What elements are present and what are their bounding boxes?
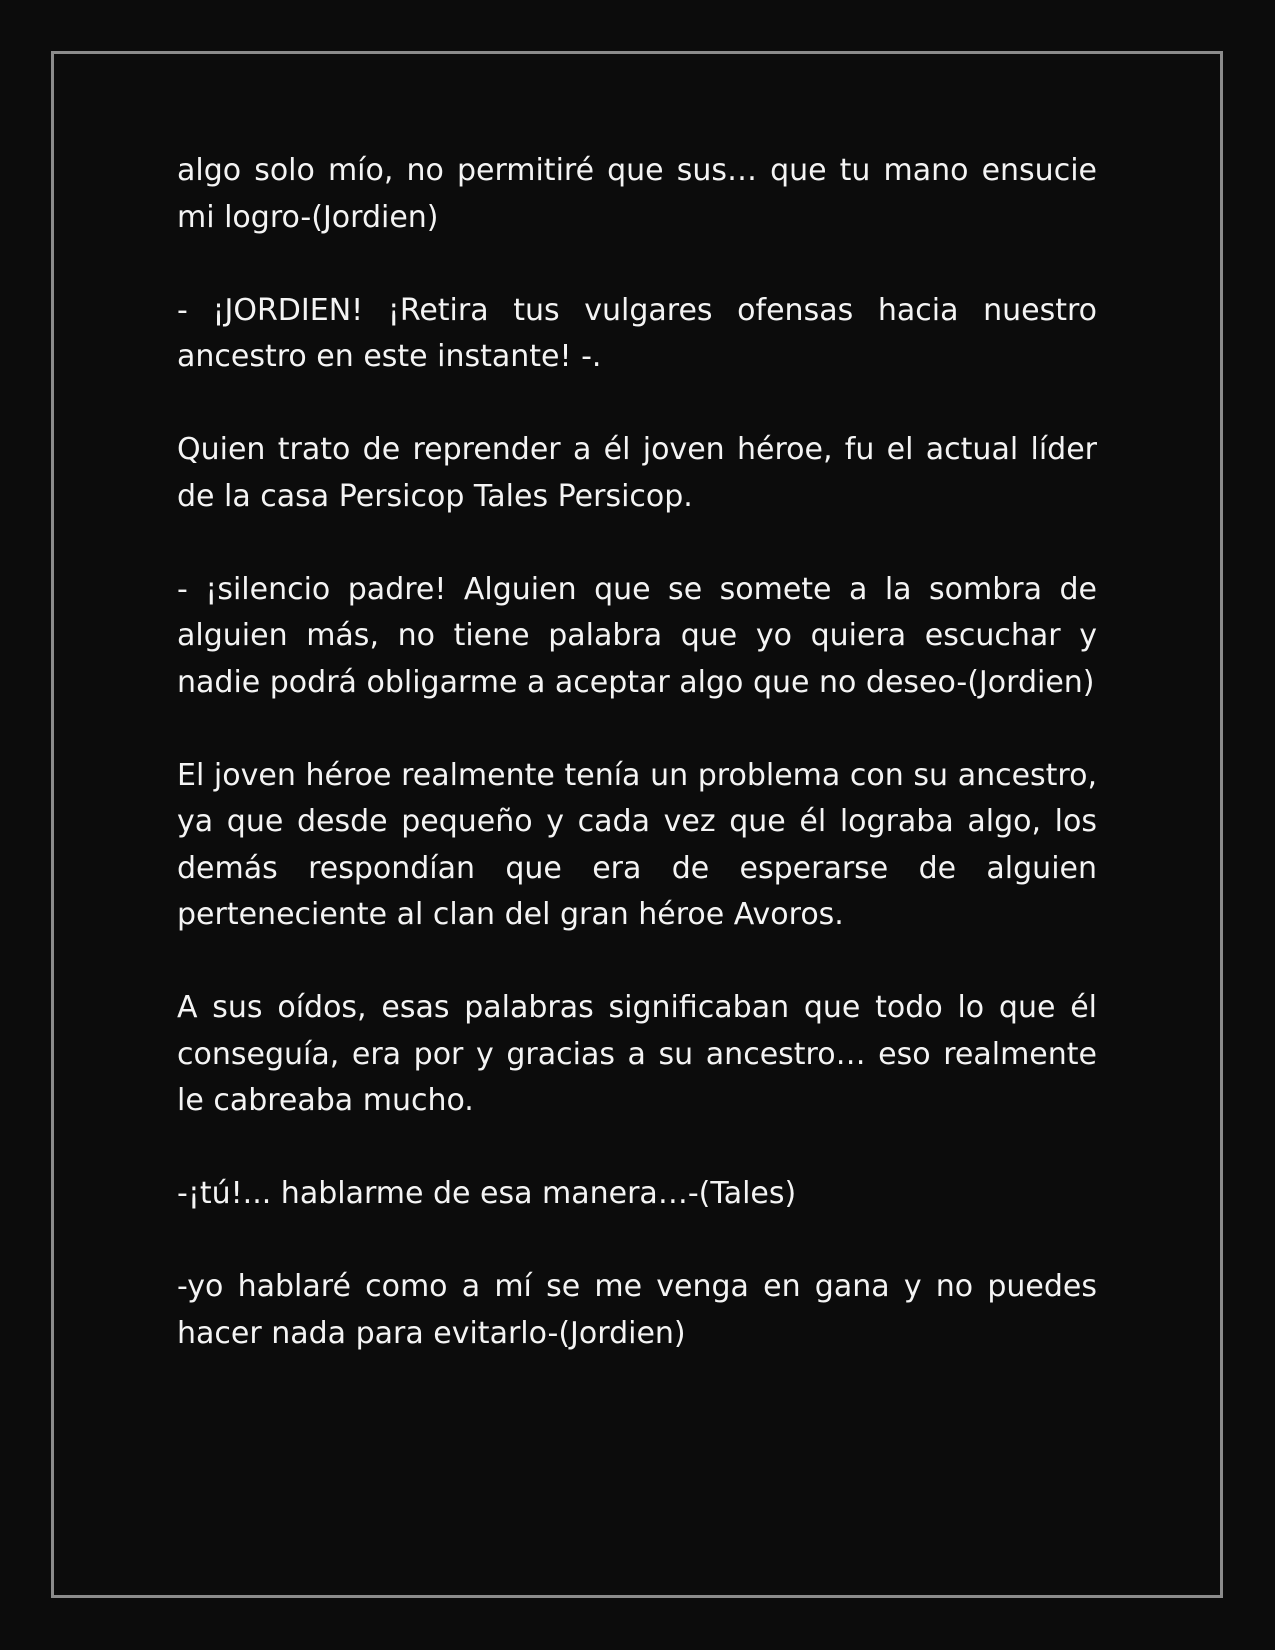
paragraph: A sus oídos, esas palabras significaban que todo lo que él conseguía, era por y gracias a su ancestro… eso realmente le cabreaba mucho. — [177, 990, 1097, 1118]
paragraph: Quien trato de reprender a él joven héroe, fu el actual líder de la casa Persicop Tales Persicop. — [177, 432, 1097, 514]
paragraph: algo solo mío, no permitiré que sus… que tu mano ensucie mi logro-(Jordien) — [177, 153, 1097, 235]
document-body — [177, 148, 1097, 1404]
paragraph: El joven héroe realmente tenía un problema con su ancestro, ya que desde pequeño y cada vez que él lograba algo, los demás respondían que era de esperarse de alguien perteneciente al clan del gran héroe Avoros. — [177, 757, 1097, 932]
paragraph: - ¡silencio padre! Alguien que se somete a la sombra de alguien más, no tiene palabra que yo quiera escuchar y nadie podrá obligarme a aceptar algo que no deseo-(Jordien) — [177, 571, 1097, 700]
paragraph: -¡tú!... hablarme de esa manera…-(Tales) — [177, 1176, 797, 1211]
paragraph: -yo hablaré como a mí se me venga en gana y no puedes hacer nada para evitarlo-(Jordien) — [177, 1269, 1097, 1351]
paragraph: - ¡JORDIEN! ¡Retira tus vulgares ofensas hacia nuestro ancestro en este instante! -. — [177, 292, 1097, 374]
